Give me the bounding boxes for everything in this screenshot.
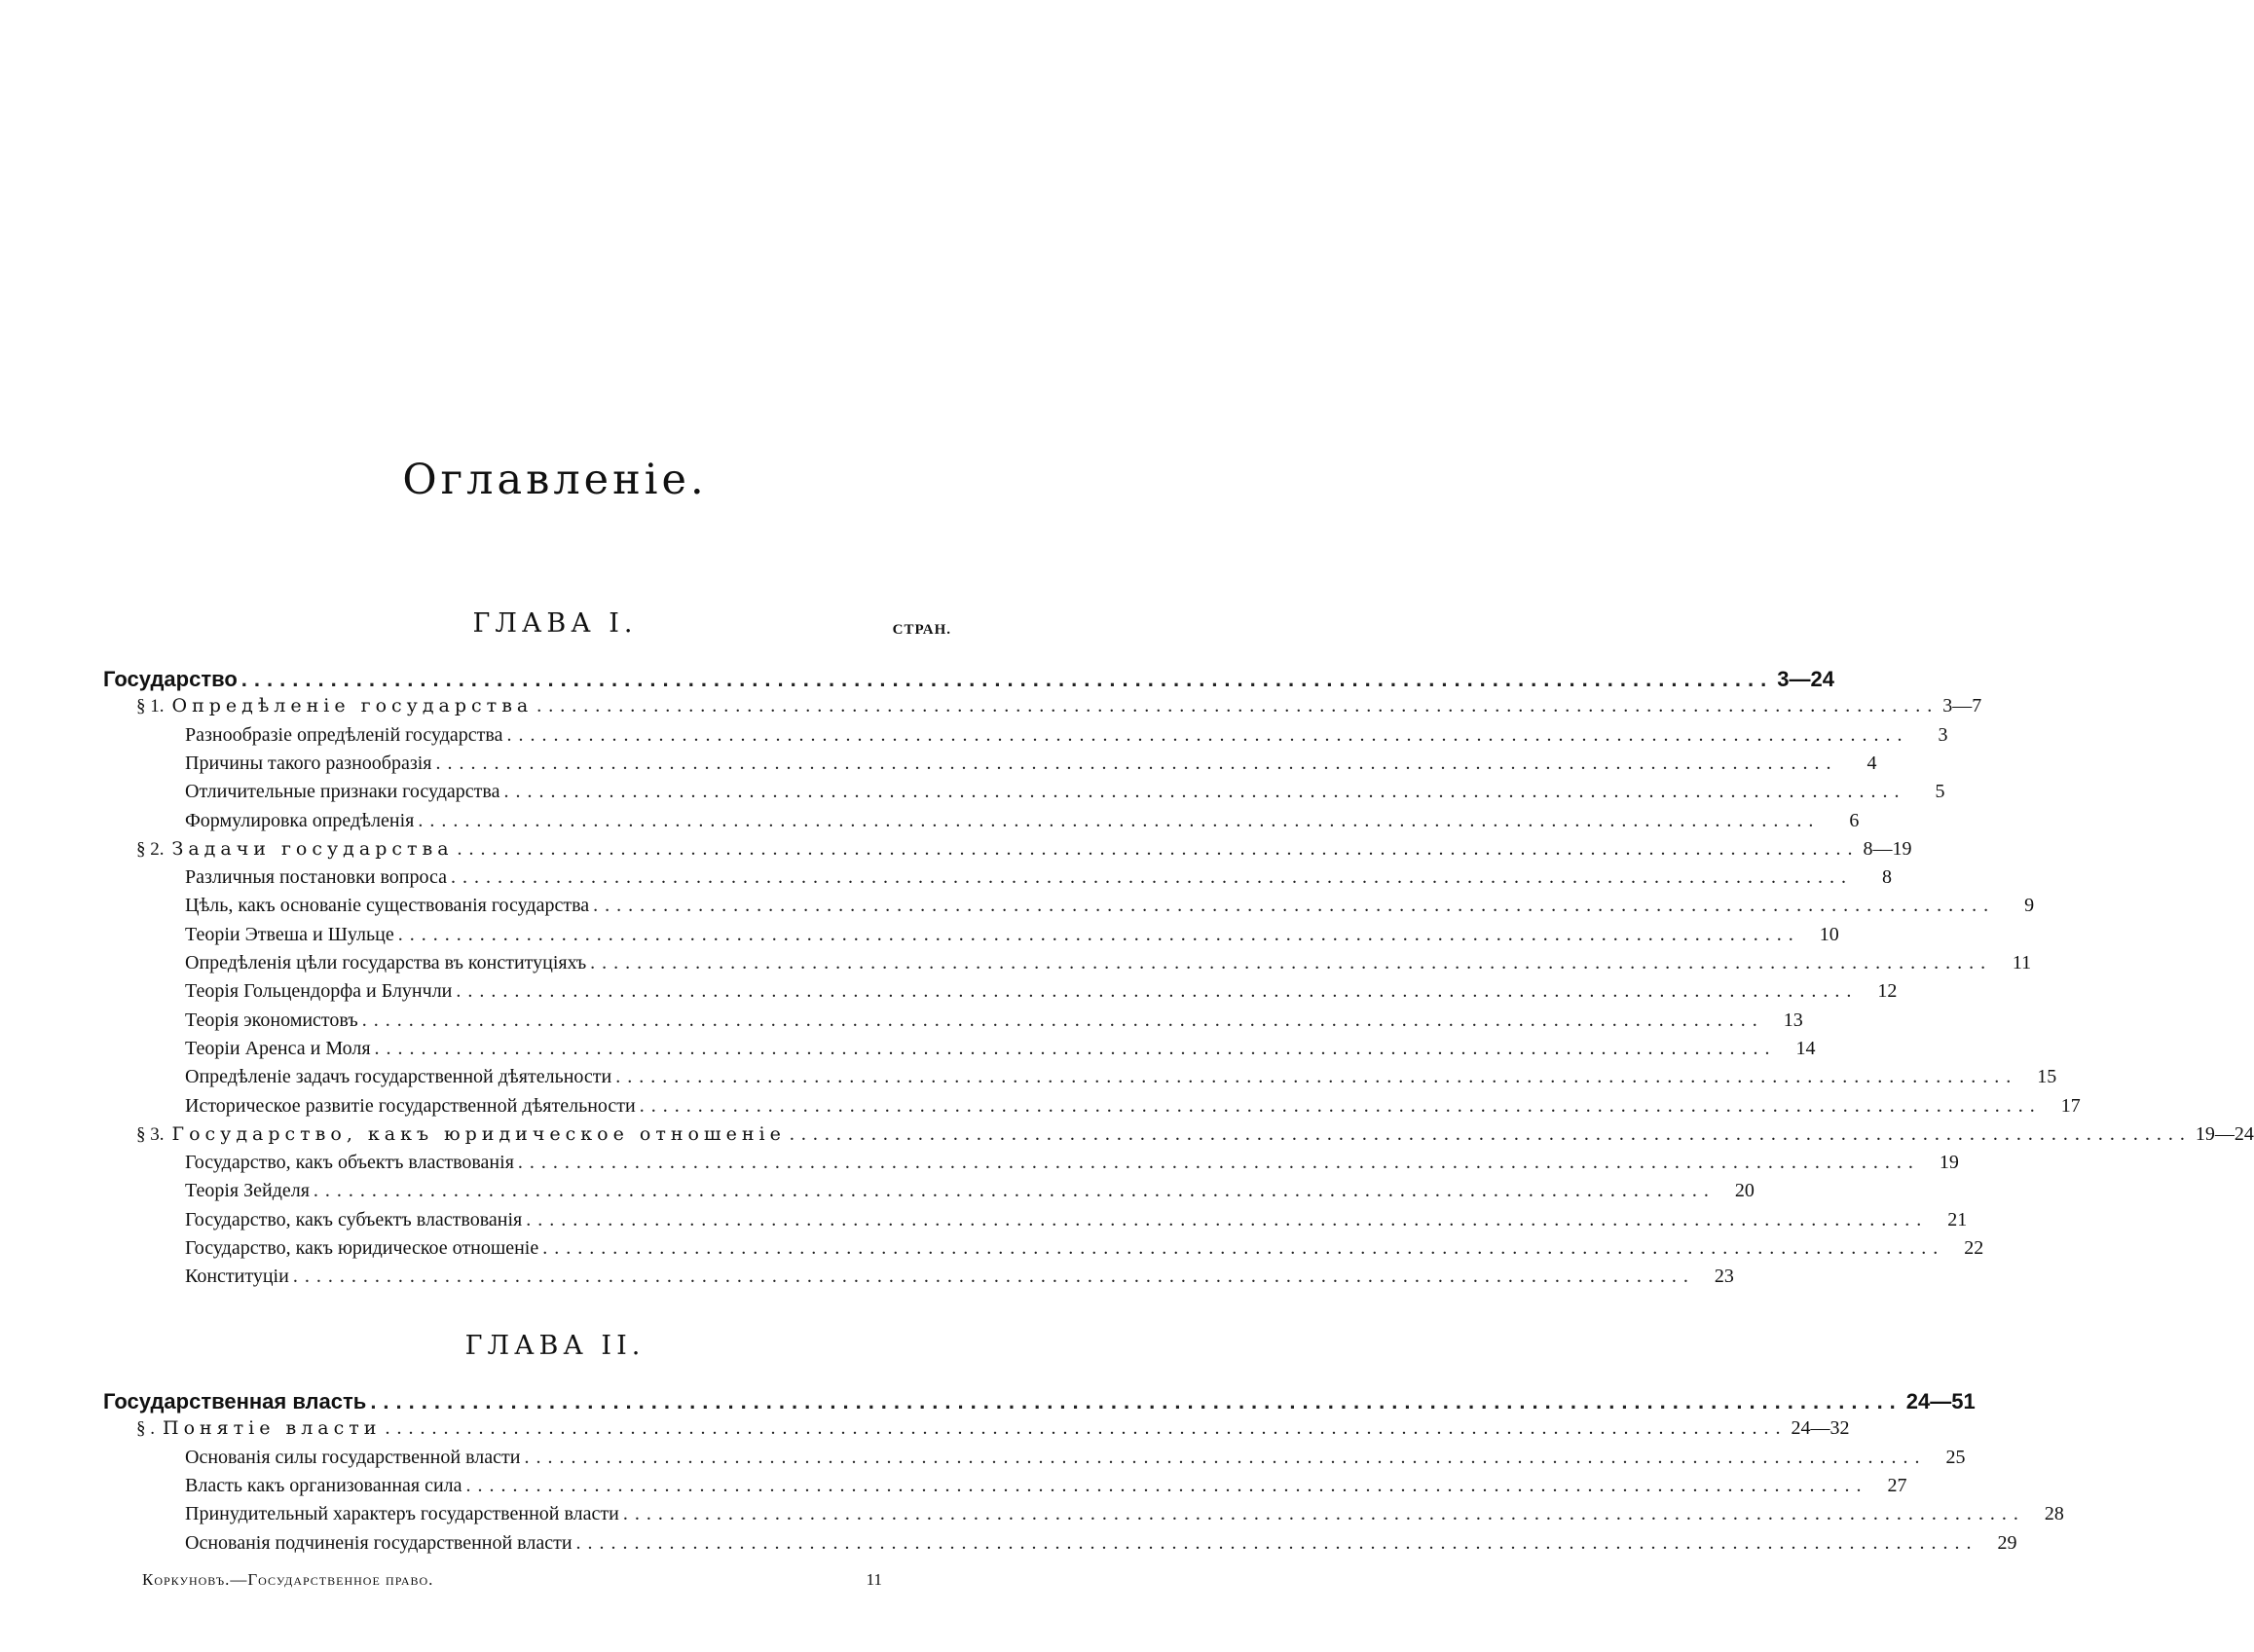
chapter-heading-2: ГЛАВА II.	[464, 1331, 646, 1361]
section-title: Задачи государства	[171, 837, 454, 860]
dot-leader: ........................................................................................................................	[374, 1037, 1777, 1059]
dot-leader: ........................................................................................................................	[456, 980, 1859, 1003]
dot-leader: ........................................................................................................................	[536, 695, 1940, 717]
page-number: 8	[1882, 866, 1892, 889]
dot-leader: ........................................................................................................................	[313, 1180, 1716, 1202]
dot-leader: ........................................................................................................................	[240, 667, 1774, 691]
dot-leader: ........................................................................................................................	[451, 866, 1853, 889]
toc-row-entry	[185, 1208, 1968, 1238]
toc-entry-title: Государство, какъ субъектъ властвованія	[185, 1208, 523, 1230]
page-number: 28	[2044, 1503, 2064, 1525]
dot-leader: ........................................................................................................................	[503, 781, 1906, 803]
dot-leader: ........................................................................................................................	[292, 1266, 1695, 1288]
toc-row-entry	[185, 1066, 2057, 1095]
toc-entry-title: Государственная власть	[103, 1389, 367, 1413]
page-column-header: СТРАН.	[892, 622, 951, 638]
page-number: 9	[2024, 895, 2035, 917]
page-number: 12	[1877, 980, 1898, 1003]
toc-entry-title: Государство	[103, 667, 238, 691]
toc-entry-title: Основанія подчиненія государственной власти	[185, 1531, 573, 1554]
toc-row-entry	[185, 952, 2032, 981]
dot-leader: ........................................................................................................................	[361, 1009, 1764, 1031]
page-number: 6	[1849, 809, 1860, 831]
toc-row-part	[103, 1389, 1976, 1418]
dot-leader: ........................................................................................................................	[593, 895, 1996, 917]
toc-entry-title: Теорія Гольцендорфа и Блунчли	[185, 980, 453, 1003]
toc-entry-title: Государство, какъ объектъ властвованія	[185, 1152, 514, 1174]
page-number: 29	[1997, 1531, 2017, 1554]
toc-entry-title: Различныя постановки вопроса	[185, 866, 447, 889]
dot-leader: ........................................................................................................................	[639, 1094, 2042, 1117]
dot-leader: ........................................................................................................................	[524, 1446, 1927, 1468]
section-title: Опредѣленіе государства	[171, 695, 534, 717]
toc-row-entry	[185, 1152, 1959, 1181]
page-number: 13	[1783, 1009, 1803, 1031]
chapter-heading-1: ГЛАВА I.	[472, 608, 638, 639]
page-number: 21	[1947, 1208, 1968, 1230]
toc-entry-title: Теоріи Этвеша и Шульце	[185, 923, 394, 945]
page-title: Оглавленіе.	[402, 456, 708, 504]
toc-row-entry	[185, 1180, 1755, 1209]
dot-leader: ........................................................................................................................	[465, 1474, 1868, 1496]
toc-row-entry	[185, 1446, 1966, 1476]
dot-leader: ........................................................................................................................	[526, 1208, 1929, 1230]
toc-row-entry	[185, 980, 1898, 1010]
toc-entry-title	[136, 1417, 381, 1440]
toc-row-section	[136, 1122, 2254, 1153]
page-number: 14	[1795, 1037, 1816, 1059]
toc-entry-title: Опредѣленія цѣли государства въ конституціяхъ	[185, 952, 587, 973]
toc-entry-title: Конституціи	[185, 1266, 289, 1288]
toc-entry-title: Историческое развитіе государственной дѣятельности	[185, 1094, 636, 1117]
section-title: Понятіе власти	[163, 1417, 382, 1440]
toc-entry-title: Причины такого разнообразія	[185, 752, 432, 774]
page-number: 20	[1734, 1180, 1755, 1202]
toc-row-entry	[185, 752, 1877, 782]
toc-row-entry	[185, 1531, 2017, 1561]
page-number: 17	[2060, 1094, 2081, 1117]
toc-entry-title: Государство, какъ юридическое отношеніе	[185, 1237, 539, 1259]
toc-row-section	[136, 1417, 1850, 1447]
dot-leader: ........................................................................................................................	[418, 809, 1821, 831]
toc-row-entry	[185, 809, 1860, 839]
toc-entry-title: Формулировка опредѣленія	[185, 809, 415, 831]
toc-row-entry	[185, 866, 1892, 896]
dot-leader: ........................................................................................................................	[590, 952, 1993, 973]
toc-entry-title: Основанія силы государственной власти	[185, 1446, 521, 1468]
section-number: § .	[136, 1418, 155, 1440]
toc-entry-title	[136, 838, 454, 861]
dot-leader: ........................................................................................................................	[789, 1122, 2192, 1145]
toc-entry-title: Теорія экономистовъ	[185, 1009, 358, 1031]
section-number: § 3.	[136, 1123, 165, 1145]
toc-entry-title	[136, 1123, 786, 1146]
dot-leader: ........................................................................................................................	[506, 723, 1909, 746]
toc-entry-title: Принудительный характеръ государственной власти	[185, 1503, 619, 1525]
page-number: 22	[1964, 1237, 1984, 1259]
page-number: 24—32	[1791, 1417, 1850, 1440]
dot-leader: ........................................................................................................................	[385, 1417, 1788, 1440]
toc-row-entry	[185, 1237, 1984, 1267]
section-number: § 2.	[136, 838, 165, 860]
toc-row-entry	[185, 1474, 1907, 1504]
toc-row-entry	[185, 895, 2035, 924]
page-number: 8—19	[1863, 837, 1912, 860]
toc-entry-title: Разнообразіе опредѣленій государства	[185, 723, 503, 746]
page-footer	[142, 1570, 882, 1590]
dot-leader: ........................................................................................................................	[542, 1237, 1945, 1259]
toc-row-section	[136, 837, 1912, 867]
dot-leader: ........................................................................................................................	[397, 923, 1800, 945]
toc-entry-title: Власть какъ организованная сила	[185, 1474, 462, 1496]
dot-leader: ........................................................................................................................	[517, 1152, 1920, 1174]
toc-row-entry	[185, 1037, 1816, 1067]
page-number: 11	[2012, 952, 2032, 973]
page-number: 3	[1938, 723, 1948, 746]
page-number: 15	[2037, 1066, 2057, 1088]
toc-row-entry	[185, 923, 1839, 953]
dot-leader: ........................................................................................................................	[622, 1503, 2025, 1525]
page-number: 23	[1714, 1266, 1734, 1288]
toc-row-entry	[185, 781, 1945, 810]
toc-entry-title: Опредѣленіе задачъ государственной дѣятельности	[185, 1066, 612, 1088]
page-number: 24—51	[1905, 1389, 1976, 1413]
page-number: 19—24	[2195, 1122, 2254, 1145]
toc-entry-title	[136, 695, 533, 717]
toc-row-entry	[185, 1009, 1803, 1039]
toc-row-entry	[185, 1266, 1734, 1295]
dot-leader: ........................................................................................................................	[370, 1389, 1903, 1413]
page-number: 4	[1866, 752, 1877, 774]
toc-entry-title: Теоріи Аренса и Моля	[185, 1037, 371, 1059]
section-number: § 1.	[136, 696, 165, 717]
running-title: Коркуновъ.—Государственное право.	[142, 1570, 434, 1589]
page-number: 3—24	[1777, 667, 1834, 691]
toc-row-entry	[185, 1094, 2081, 1124]
toc-row-entry	[185, 723, 1948, 753]
page-number: 25	[1945, 1446, 1966, 1468]
dot-leader: ........................................................................................................................	[435, 752, 1838, 774]
page-number: 10	[1819, 923, 1839, 945]
dot-leader: ........................................................................................................................	[575, 1531, 1978, 1554]
section-title: Государство, какъ юридическое отношеніе	[171, 1122, 786, 1145]
page-number: 27	[1887, 1474, 1907, 1496]
toc-row-part	[103, 667, 1834, 696]
toc-row-entry	[185, 1503, 2064, 1532]
toc-entry-title: Теорія Зейделя	[185, 1180, 310, 1202]
page-number: 19	[1939, 1152, 1959, 1174]
page-number: 3—7	[1942, 695, 1982, 717]
toc-entry-title: Цѣль, какъ основаніе существованія государства	[185, 895, 590, 917]
dot-leader: ........................................................................................................................	[615, 1066, 2018, 1088]
toc-row-section	[136, 695, 1982, 724]
toc-entry-title: Отличительные признаки государства	[185, 781, 500, 803]
signature-mark: 11	[866, 1570, 882, 1589]
page-number: 5	[1935, 781, 1945, 803]
dot-leader: ........................................................................................................................	[457, 837, 1860, 860]
